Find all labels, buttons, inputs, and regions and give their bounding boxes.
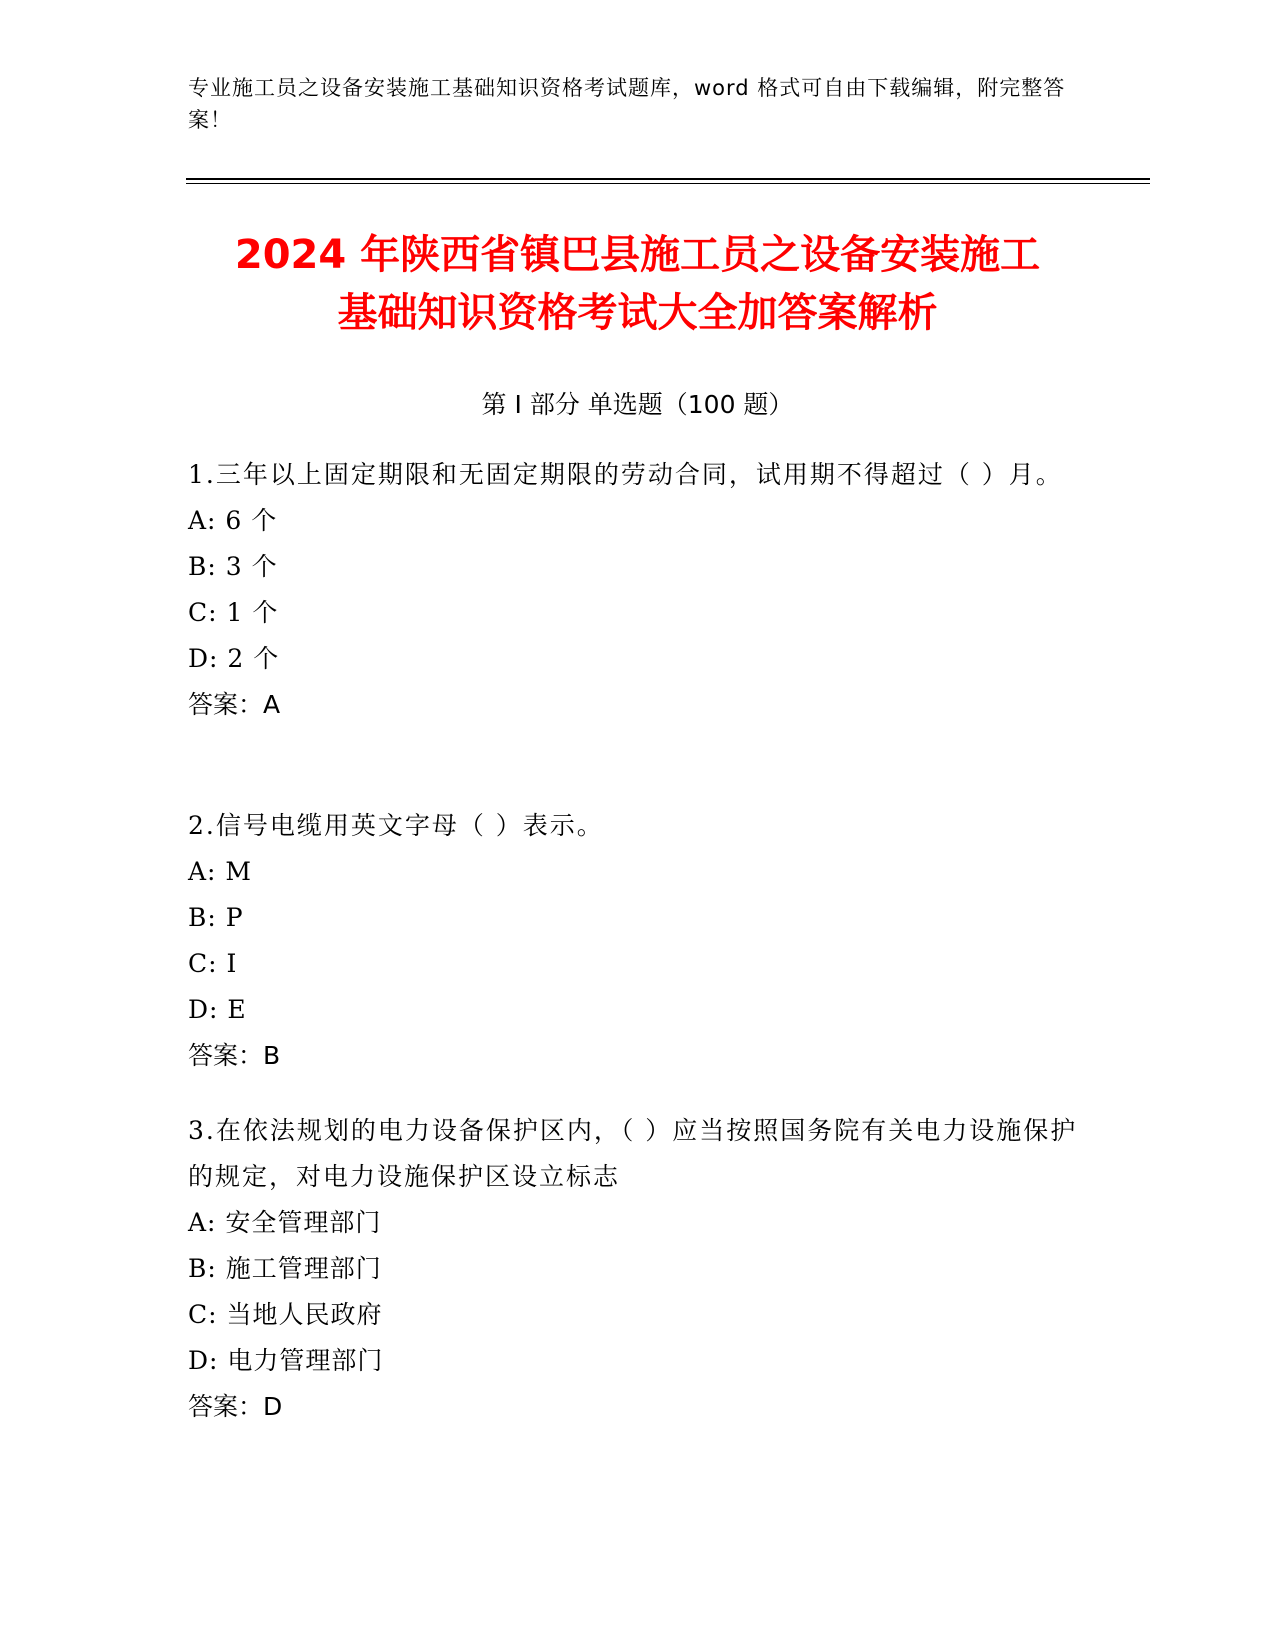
option-b: B: 施工管理部门 [188,1254,382,1283]
option-b: B: 3 个 [188,552,278,581]
title-line-2: 基础知识资格考试大全加答案解析 [337,290,938,336]
question-2 [188,803,1088,1079]
option-b: B: P [188,903,244,932]
question-text: 1.三年以上固定期限和无固定期限的劳动合同，试用期不得超过（ ）月。 [188,460,1063,489]
answer: 答案：D [188,1392,283,1421]
option-a: A: 6 个 [188,506,278,535]
section-heading: 第 I 部分 单选题（100 题） [481,390,794,419]
header-divider-thick [186,178,1150,180]
option-c: C: 1 个 [188,598,279,627]
header-divider-thin [186,183,1150,184]
title-line-1: 2024 年陕西省镇巴县施工员之设备安装施工 [234,232,1041,278]
answer: 答案：A [188,690,281,719]
question-1 [188,452,1088,728]
option-d: D: 电力管理部门 [188,1346,384,1375]
option-c: C: 当地人民政府 [188,1300,383,1329]
option-a: A: 安全管理部门 [188,1208,382,1237]
option-d: D: 2 个 [188,644,280,673]
question-text: 2.信号电缆用英文字母（ ）表示。 [188,811,604,840]
option-c: C: I [188,949,238,978]
header-note: 专业施工员之设备安装施工基础知识资格考试题库，word 格式可自由下载编辑，附完整答案！ [188,76,1066,132]
answer: 答案：B [188,1041,281,1070]
option-a: A: M [188,857,253,886]
document-title [0,226,1275,342]
question-text: 3.在依法规划的电力设备保护区内，（ ）应当按照国务院有关电力设施保护的规定，对电力设施保护区设立标志 [188,1116,1078,1191]
question-3 [188,1108,1088,1430]
option-d: D: E [188,995,247,1024]
